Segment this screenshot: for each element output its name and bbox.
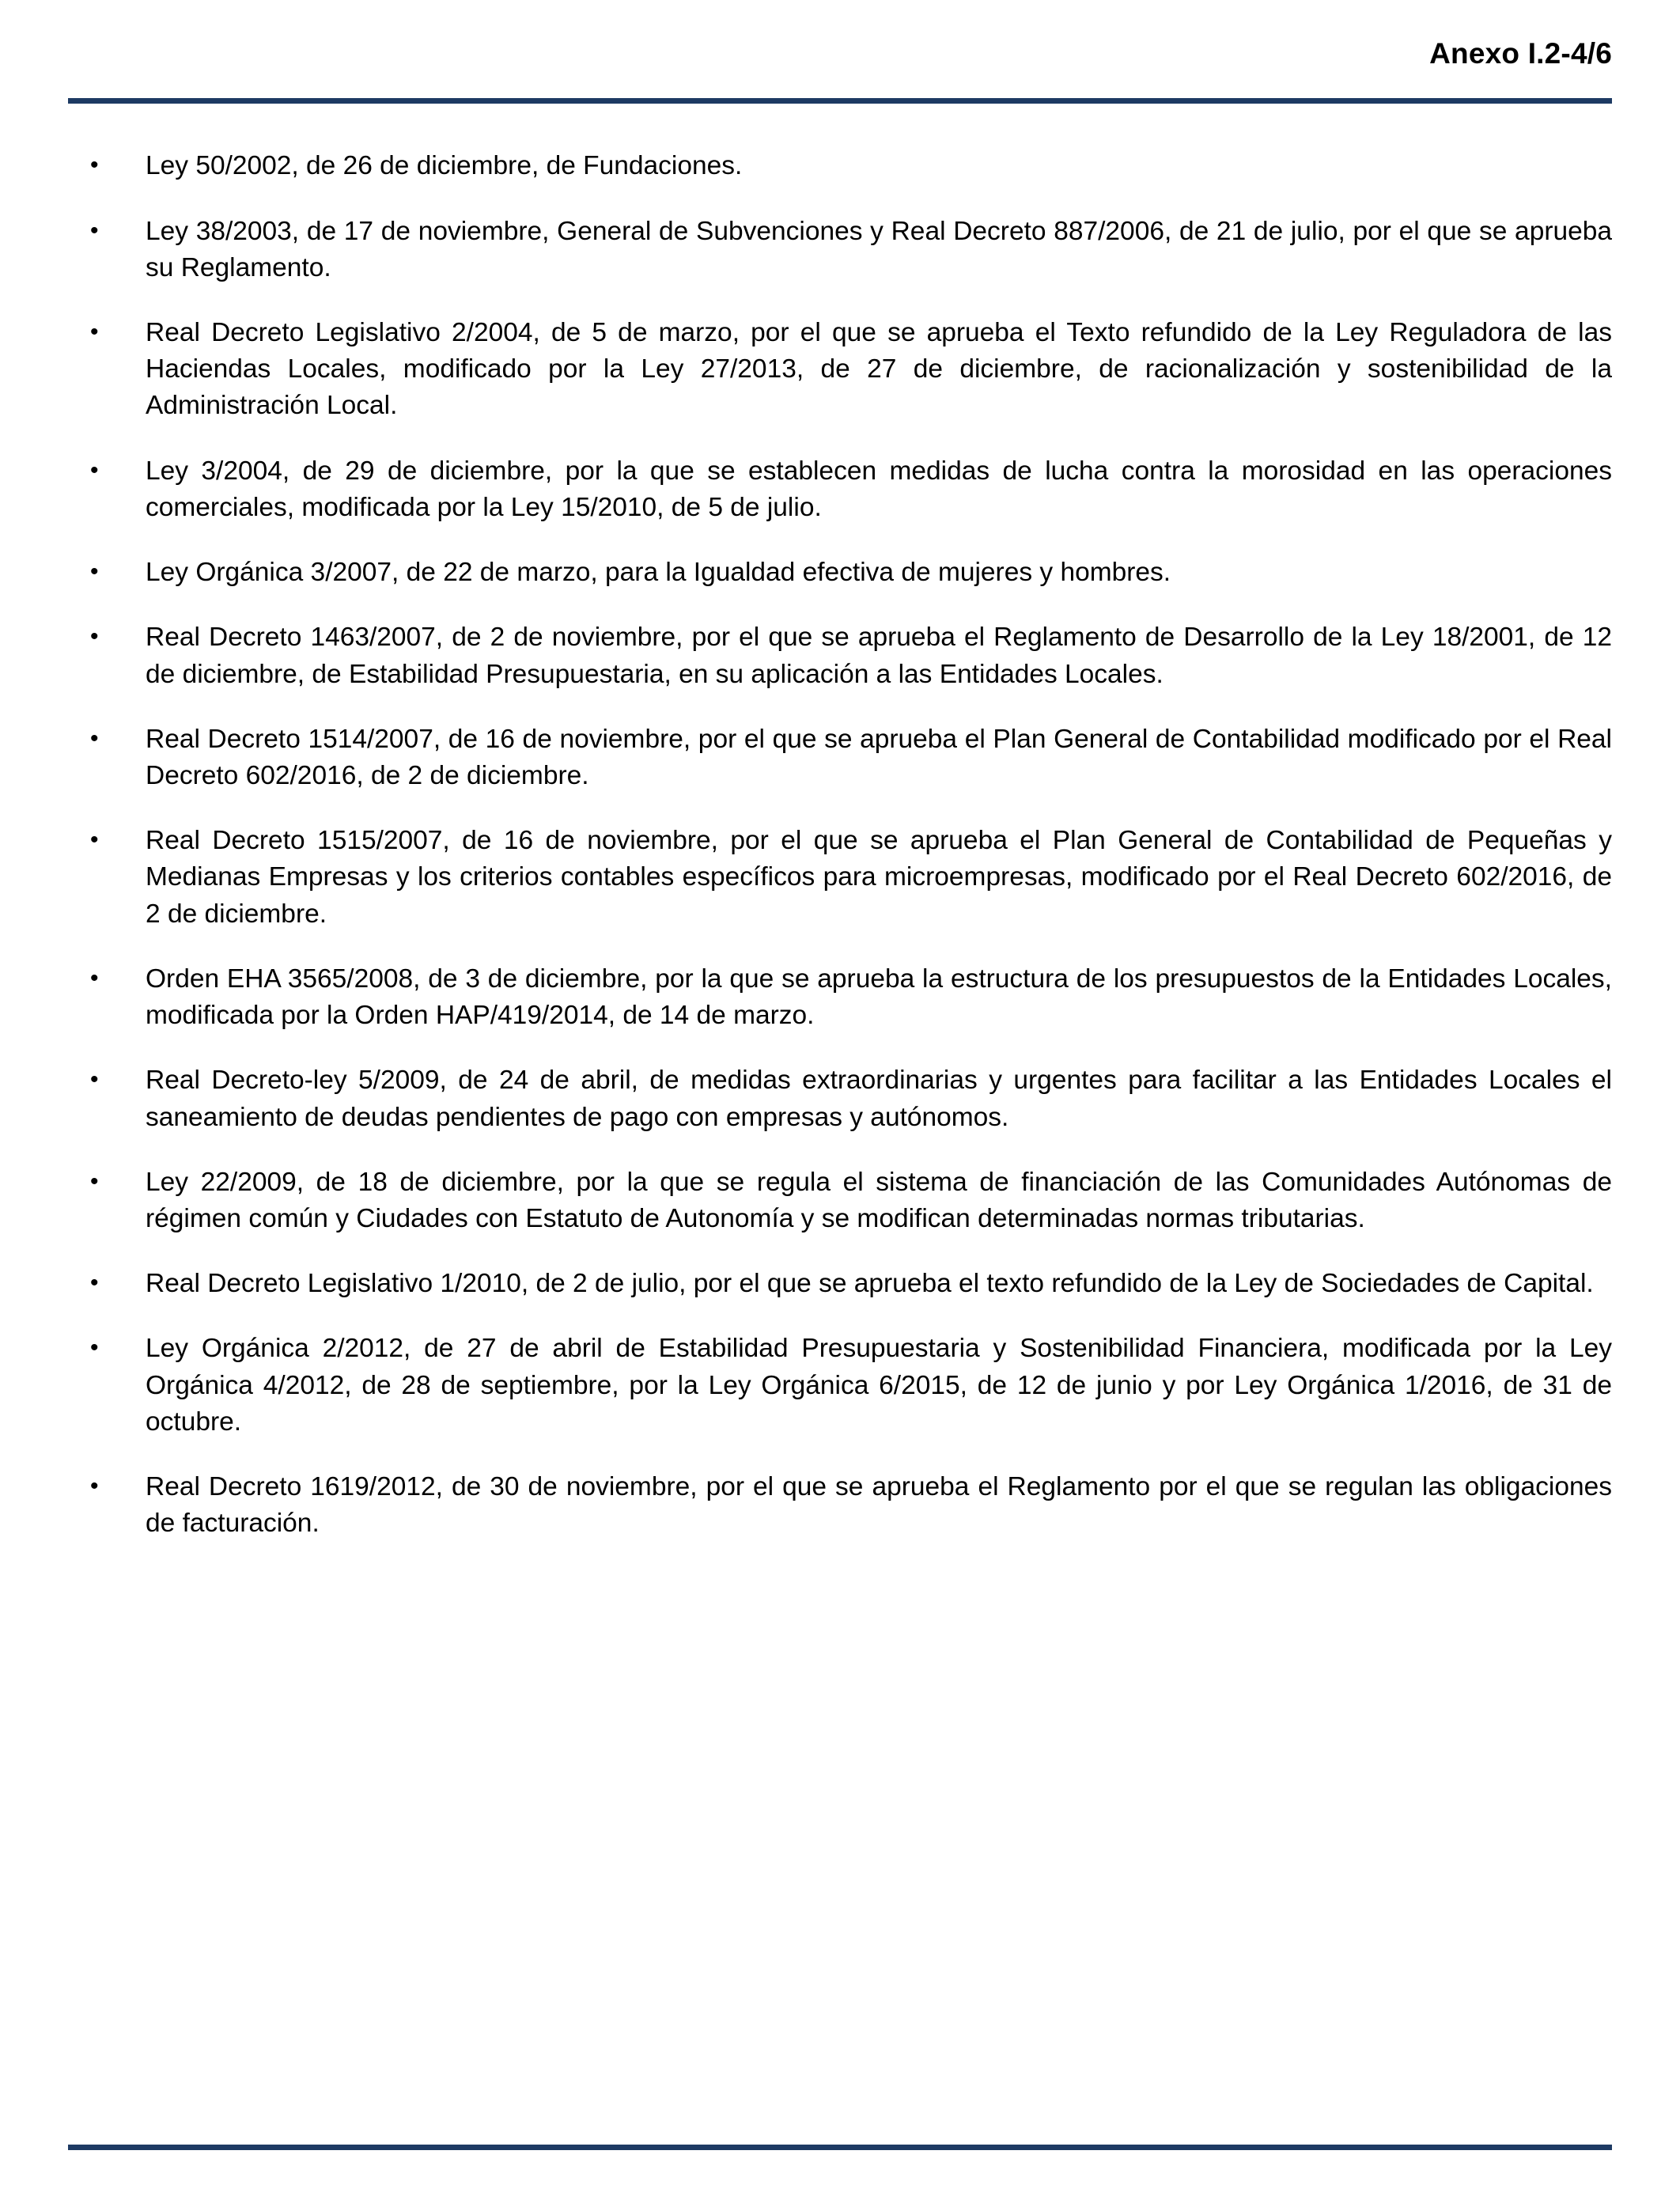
list-item bbox=[68, 1469, 1612, 1542]
list-item-text: Real Decreto Legislativo 1/2010, de 2 de julio, por el que se aprueba el texto refundido de la Ley de Sociedades de Capital. bbox=[146, 1269, 1594, 1299]
list-item-text: Real Decreto Legislativo 2/2004, de 5 de marzo, por el que se aprueba el Texto refundido de la Ley Reguladora de las Haciendas Locales, modificado por la Ley 27/2013, de 27 de diciembre, de racionalización y sostenibilidad de la Administración Local. bbox=[146, 318, 1612, 421]
list-item-text: Real Decreto 1619/2012, de 30 de noviembre, por el que se aprueba el Reglamento por el que se regulan las obligaciones de facturación. bbox=[146, 1472, 1612, 1539]
list-item bbox=[68, 148, 1612, 184]
bullet-icon: • bbox=[90, 558, 99, 585]
page-content bbox=[0, 104, 1680, 1542]
bullet-icon: • bbox=[90, 725, 99, 752]
list-item bbox=[68, 721, 1612, 794]
list-item-text: Ley 50/2002, de 26 de diciembre, de Fundaciones. bbox=[146, 151, 743, 181]
list-item bbox=[68, 961, 1612, 1034]
regulation-list bbox=[68, 148, 1612, 1542]
bullet-icon: • bbox=[90, 152, 99, 179]
list-item bbox=[68, 1164, 1612, 1237]
list-item-text: Ley Orgánica 2/2012, de 27 de abril de Estabilidad Presupuestaria y Sostenibilidad Financiera, modificada por la Ley Orgánica 4/2012, de 28 de septiembre, por la Ley Orgánica 6/2015, de 12 de junio y por Ley Orgánica 1/2016, de 31 de octubre. bbox=[146, 1334, 1612, 1437]
bullet-icon: • bbox=[90, 1168, 99, 1195]
list-item bbox=[68, 214, 1612, 286]
list-item-text: Ley 22/2009, de 18 de diciembre, por la que se regula el sistema de financiación de las Comunidades Autónomas de régimen común y Ciudades con Estatuto de Autonomía y se modifican determinadas normas tributarias. bbox=[146, 1167, 1612, 1233]
bullet-icon: • bbox=[90, 827, 99, 854]
bullet-icon: • bbox=[90, 217, 99, 244]
list-item bbox=[68, 453, 1612, 526]
bullet-icon: • bbox=[90, 319, 99, 346]
list-item-text: Orden EHA 3565/2008, de 3 de diciembre, por la que se aprueba la estructura de los presupuestos de la Entidades Locales, modificada por la Orden HAP/419/2014, de 14 de marzo. bbox=[146, 964, 1612, 1031]
list-item-text: Real Decreto 1514/2007, de 16 de noviembre, por el que se aprueba el Plan General de Contabilidad modificado por el Real Decreto 602/2016, de 2 de diciembre. bbox=[146, 724, 1612, 791]
bullet-icon: • bbox=[90, 1066, 99, 1093]
list-item-text: Real Decreto 1463/2007, de 2 de noviembre, por el que se aprueba el Reglamento de Desarrollo de la Ley 18/2001, de 12 de diciembre, de Estabilidad Presupuestaria, en su aplicación a las Entidades Locales. bbox=[146, 623, 1612, 689]
list-item bbox=[68, 1062, 1612, 1135]
list-item bbox=[68, 1331, 1612, 1441]
list-item-text: Ley 3/2004, de 29 de diciembre, por la que se establecen medidas de lucha contra la morosidad en las operaciones comerciales, modificada por la Ley 15/2010, de 5 de julio. bbox=[146, 456, 1612, 522]
list-item-text: Ley Orgánica 3/2007, de 22 de marzo, para la Igualdad efectiva de mujeres y hombres. bbox=[146, 558, 1171, 588]
list-item bbox=[68, 619, 1612, 692]
bullet-icon: • bbox=[90, 1473, 99, 1500]
list-item bbox=[68, 555, 1612, 591]
list-item-text: Real Decreto 1515/2007, de 16 de noviembre, por el que se aprueba el Plan General de Contabilidad de Pequeñas y Medianas Empresas y los criterios contables específicos para microempresas, modificado por el Real Decreto 602/2016, de 2 de diciembre. bbox=[146, 826, 1612, 929]
page-header bbox=[0, 0, 1680, 71]
bullet-icon: • bbox=[90, 456, 99, 483]
bullet-icon: • bbox=[90, 1270, 99, 1297]
footer-rule bbox=[68, 2145, 1612, 2150]
bullet-icon: • bbox=[90, 1335, 99, 1361]
bullet-icon: • bbox=[90, 623, 99, 650]
list-item bbox=[68, 1266, 1612, 1302]
list-item bbox=[68, 315, 1612, 425]
page-header-title: Anexo I.2-4/6 bbox=[1429, 37, 1612, 70]
list-item-text: Ley 38/2003, de 17 de noviembre, General de Subvenciones y Real Decreto 887/2006, de 21 de julio, por el que se aprueba su Reglamento. bbox=[146, 216, 1612, 282]
list-item-text: Real Decreto-ley 5/2009, de 24 de abril, de medidas extraordinarias y urgentes para facilitar a las Entidades Locales el saneamiento de deudas pendientes de pago con empresas y autónomos. bbox=[146, 1066, 1612, 1132]
list-item bbox=[68, 823, 1612, 933]
bullet-icon: • bbox=[90, 964, 99, 991]
header-rule bbox=[68, 98, 1612, 104]
